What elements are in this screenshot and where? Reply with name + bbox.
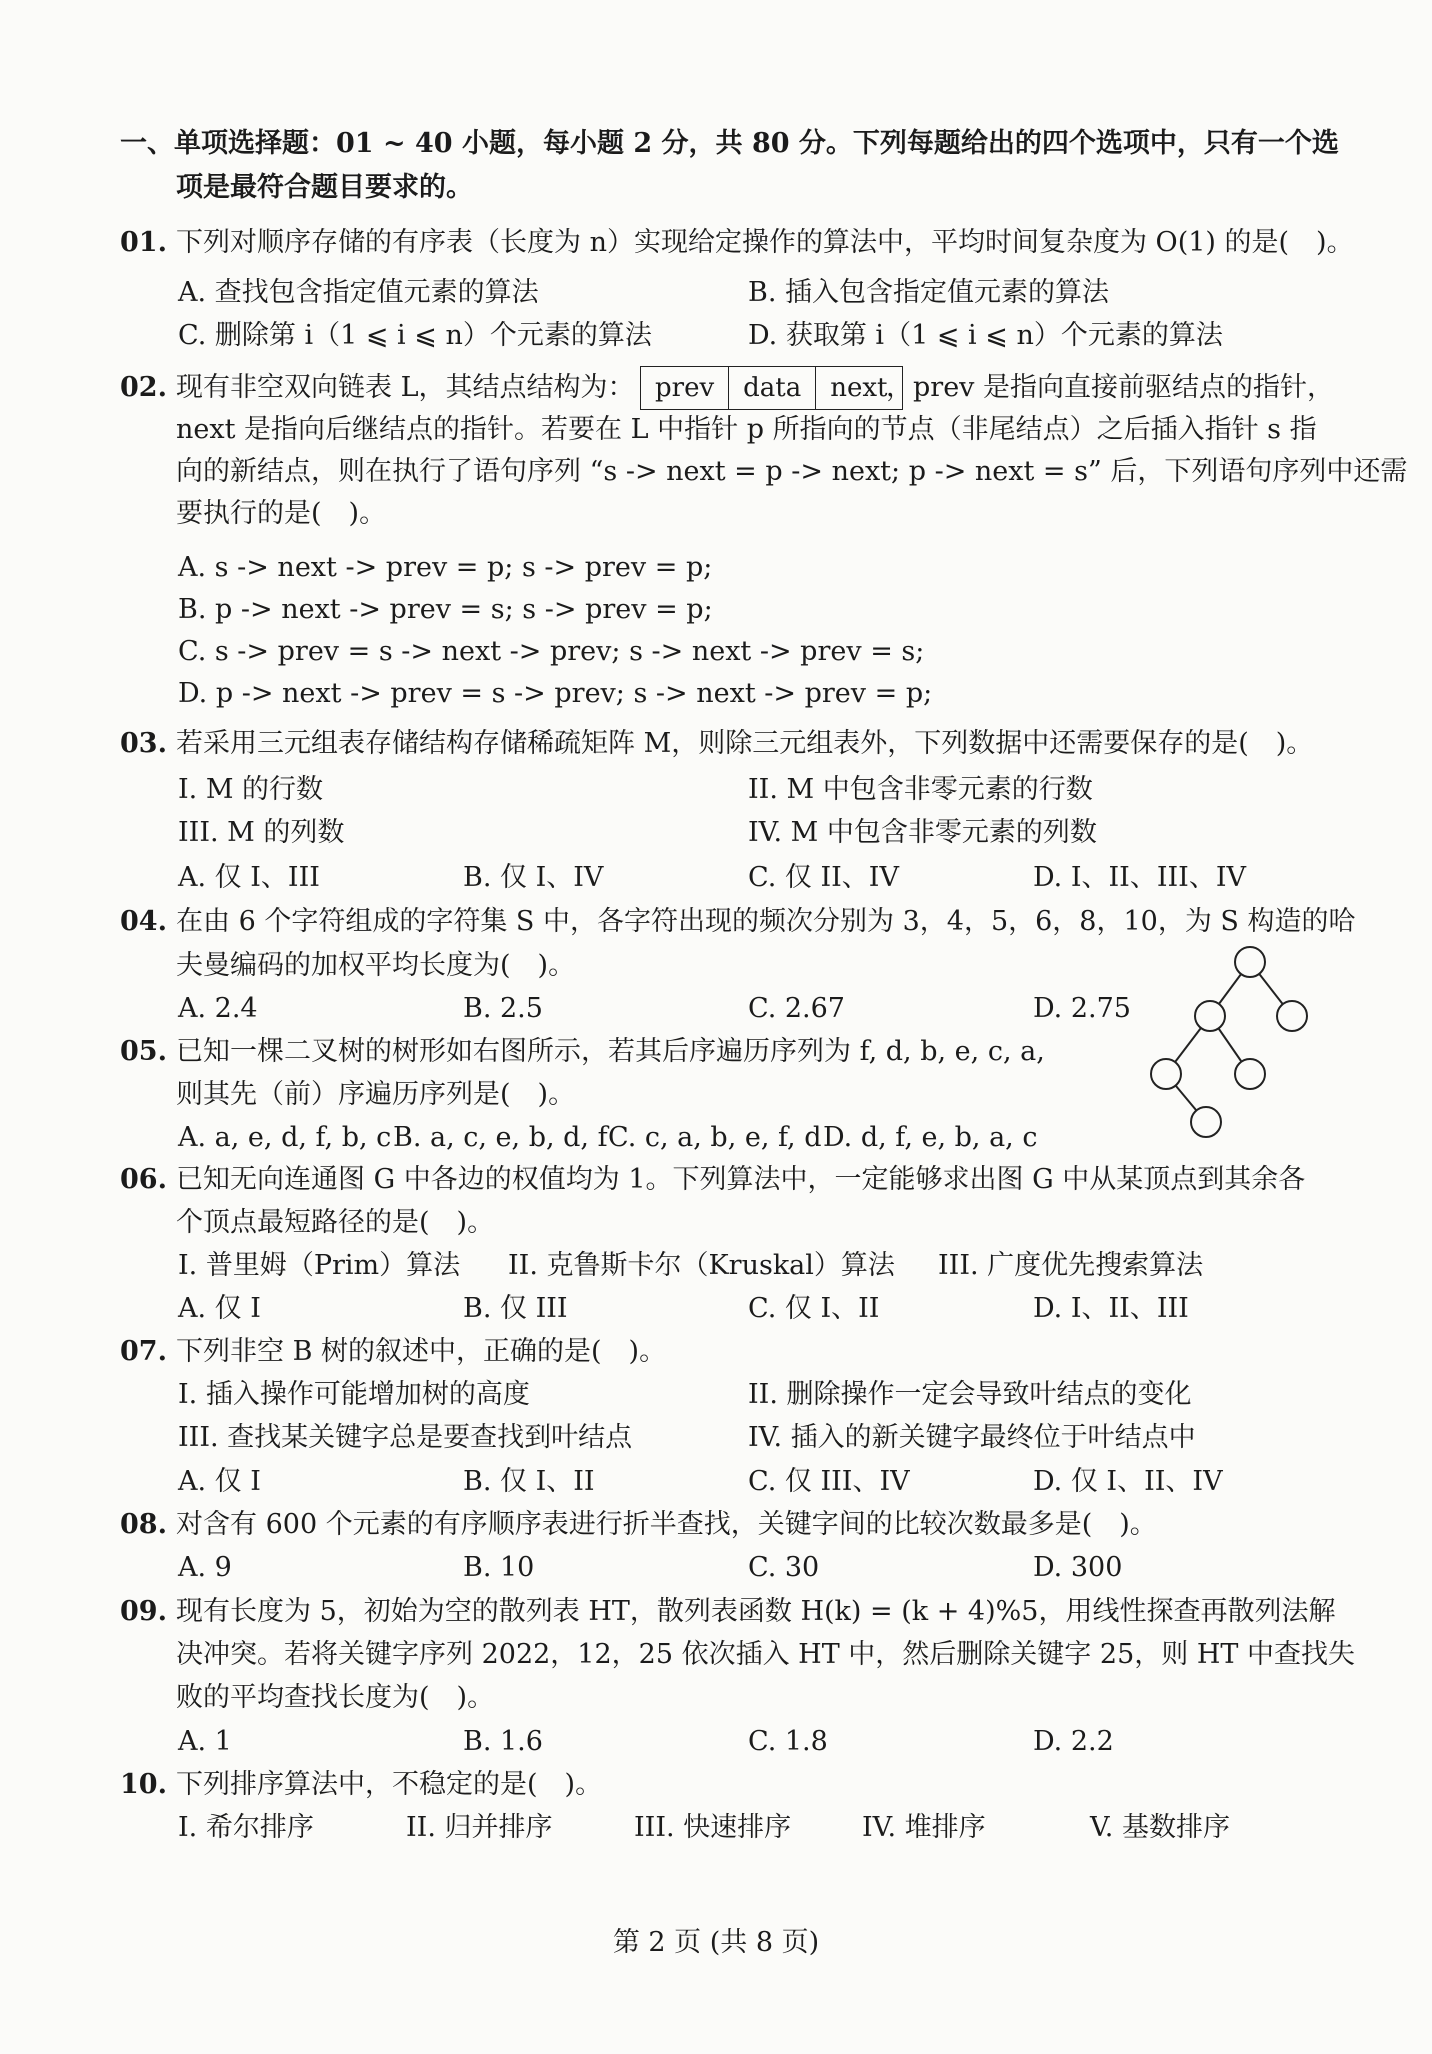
statement-item: I. 插入操作可能增加树的高度 <box>178 1379 530 1410</box>
option-d: D. p -> next -> prev = s -> prev; s -> next -> prev = p; <box>178 678 933 709</box>
option-d: D. 2.75 <box>1033 993 1131 1024</box>
option-a: A. 仅 I <box>178 1466 261 1497</box>
option-b: B. 仅 I、II <box>463 1466 595 1497</box>
statement-item: III. 快速排序 <box>634 1812 792 1843</box>
question-number: 09. <box>120 1596 167 1627</box>
statement-item: IV. 插入的新关键字最终位于叶结点中 <box>748 1422 1196 1453</box>
option-c: C. c, a, b, e, f, d <box>608 1122 822 1153</box>
statement-item: IV. M 中包含非零元素的列数 <box>748 817 1097 848</box>
option-c: C. 1.8 <box>748 1726 828 1757</box>
option-a: A. 1 <box>178 1726 232 1757</box>
option-c: C. 30 <box>748 1552 820 1583</box>
tree-node <box>1277 1001 1307 1031</box>
option-d: D. I、II、III <box>1033 1293 1189 1324</box>
option-c: C. 仅 III、IV <box>748 1466 910 1497</box>
option-d: D. 获取第 i（1 ⩽ i ⩽ n）个元素的算法 <box>748 320 1223 351</box>
question-number: 02. <box>120 372 167 403</box>
question-stem: 现有长度为 5，初始为空的散列表 HT，散列表函数 H(k) = (k + 4)%5，用线性探查再散列法解 <box>176 1596 1336 1627</box>
tree-node <box>1235 1059 1265 1089</box>
statement-item: I. 希尔排序 <box>178 1812 314 1843</box>
question-stem: 现有非空双向链表 L，其结点结构为： <box>176 372 635 403</box>
option-d: D. I、II、III、IV <box>1033 862 1247 893</box>
question-stem: 夫曼编码的加权平均长度为( )。 <box>176 950 576 981</box>
question-stem: 向的新结点，则在执行了语句序列 “s -> next = p -> next; p -> next = s” 后，下列语句序列中还需 <box>176 456 1408 487</box>
question-stem: 下列排序算法中，不稳定的是( )。 <box>176 1769 603 1800</box>
statement-item: II. M 中包含非零元素的行数 <box>748 774 1093 805</box>
question-number: 08. <box>120 1509 167 1540</box>
statement-item: III. M 的列数 <box>178 817 345 848</box>
statement-item: V. 基数排序 <box>1090 1812 1230 1843</box>
statement-item: III. 查找某关键字总是要查找到叶结点 <box>178 1422 633 1453</box>
option-c: C. 仅 II、IV <box>748 862 899 893</box>
tree-node <box>1191 1107 1221 1137</box>
question-stem: 下列非空 B 树的叙述中，正确的是( )。 <box>176 1336 667 1367</box>
option-d: D. 2.2 <box>1033 1726 1114 1757</box>
statement-item: IV. 堆排序 <box>862 1812 986 1843</box>
option-a: A. 2.4 <box>178 993 258 1024</box>
binary-tree-figure <box>1140 942 1320 1142</box>
question-stem: 对含有 600 个元素的有序顺序表进行折半查找，关键字间的比较次数最多是( )。 <box>176 1509 1157 1540</box>
option-a: A. s -> next -> prev = p; s -> prev = p; <box>178 552 713 583</box>
option-b: B. 2.5 <box>463 993 543 1024</box>
statement-item: I. M 的行数 <box>178 774 324 805</box>
question-stem: 个顶点最短路径的是( )。 <box>176 1207 495 1238</box>
option-d: D. 仅 I、II、IV <box>1033 1466 1223 1497</box>
question-stem: 败的平均查找长度为( )。 <box>176 1682 495 1713</box>
option-b: B. 仅 III <box>463 1293 568 1324</box>
option-a: A. 查找包含指定值元素的算法 <box>178 277 539 308</box>
question-stem: next 是指向后继结点的指针。若要在 L 中指针 p 所指向的节点（非尾结点）之后插入指针 s 指 <box>176 414 1317 445</box>
statement-item: I. 普里姆（Prim）算法 <box>178 1250 461 1281</box>
option-a: A. 仅 I <box>178 1293 261 1324</box>
option-b: B. 1.6 <box>463 1726 543 1757</box>
node-field-next: next <box>830 373 888 403</box>
option-c: C. s -> prev = s -> next -> prev; s -> next -> prev = s; <box>178 636 925 667</box>
option-d: D. 300 <box>1033 1552 1123 1583</box>
question-stem: 已知一棵二叉树的树形如右图所示，若其后序遍历序列为 f, d, b, e, c, a, <box>176 1036 1045 1067</box>
question-number: 04. <box>120 906 167 937</box>
node-field-data: data <box>729 367 816 409</box>
option-c: C. 仅 I、II <box>748 1293 880 1324</box>
statement-item: II. 克鲁斯卡尔（Kruskal）算法 <box>508 1250 895 1281</box>
tree-node <box>1195 1001 1225 1031</box>
tree-node <box>1151 1059 1181 1089</box>
question-stem: 决冲突。若将关键字序列 2022，12，25 依次插入 HT 中，然后删除关键字 25，则 HT 中查找失 <box>176 1639 1355 1670</box>
question-stem: 下列对顺序存储的有序表（长度为 n）实现给定操作的算法中，平均时间复杂度为 O(1) 的是( )。 <box>176 227 1354 258</box>
question-number: 06. <box>120 1164 167 1195</box>
tree-node <box>1235 947 1265 977</box>
option-a: A. 仅 I、III <box>178 862 320 893</box>
question-stem: 若采用三元组表存储结构存储稀疏矩阵 M，则除三元组表外，下列数据中还需要保存的是( )。 <box>176 728 1314 759</box>
question-stem: 则其先（前）序遍历序列是( )。 <box>176 1079 576 1110</box>
option-b: B. 插入包含指定值元素的算法 <box>748 277 1110 308</box>
node-structure-diagram <box>640 366 903 410</box>
page-footer: 第 2 页 (共 8 页) <box>612 1927 820 1958</box>
statement-item: II. 归并排序 <box>406 1812 553 1843</box>
question-number: 01. <box>120 227 167 258</box>
statement-item: III. 广度优先搜索算法 <box>938 1250 1204 1281</box>
statement-item: II. 删除操作一定会导致叶结点的变化 <box>748 1379 1192 1410</box>
question-stem: ，prev 是指向直接前驱结点的指针， <box>886 372 1335 403</box>
option-b: B. a, c, e, b, d, f <box>393 1122 608 1153</box>
section-heading-cont: 项是最符合题目要求的。 <box>176 172 473 203</box>
option-a: A. a, e, d, f, b, c <box>178 1122 392 1153</box>
question-number: 10. <box>120 1769 167 1800</box>
option-c: C. 2.67 <box>748 993 845 1024</box>
option-c: C. 删除第 i（1 ⩽ i ⩽ n）个元素的算法 <box>178 320 652 351</box>
option-b: B. 仅 I、IV <box>463 862 604 893</box>
option-d: D. d, f, e, b, a, c <box>823 1122 1038 1153</box>
section-heading: 一、单项选择题：01 ~ 40 小题，每小题 2 分，共 80 分。下列每题给出的四个选项中，只有一个选 <box>120 128 1339 159</box>
option-b: B. p -> next -> prev = s; s -> prev = p; <box>178 594 713 625</box>
option-a: A. 9 <box>178 1552 232 1583</box>
question-stem: 在由 6 个字符组成的字符集 S 中，各字符出现的频次分别为 3，4，5，6，8，10，为 S 构造的哈 <box>176 906 1356 937</box>
node-field-prev: prev <box>641 367 729 409</box>
question-number: 03. <box>120 728 167 759</box>
question-stem: 要执行的是( )。 <box>176 498 387 529</box>
option-b: B. 10 <box>463 1552 535 1583</box>
question-stem: 已知无向连通图 G 中各边的权值均为 1。下列算法中，一定能够求出图 G 中从某顶点到其余各 <box>176 1164 1306 1195</box>
question-number: 05. <box>120 1036 167 1067</box>
question-number: 07. <box>120 1336 167 1367</box>
